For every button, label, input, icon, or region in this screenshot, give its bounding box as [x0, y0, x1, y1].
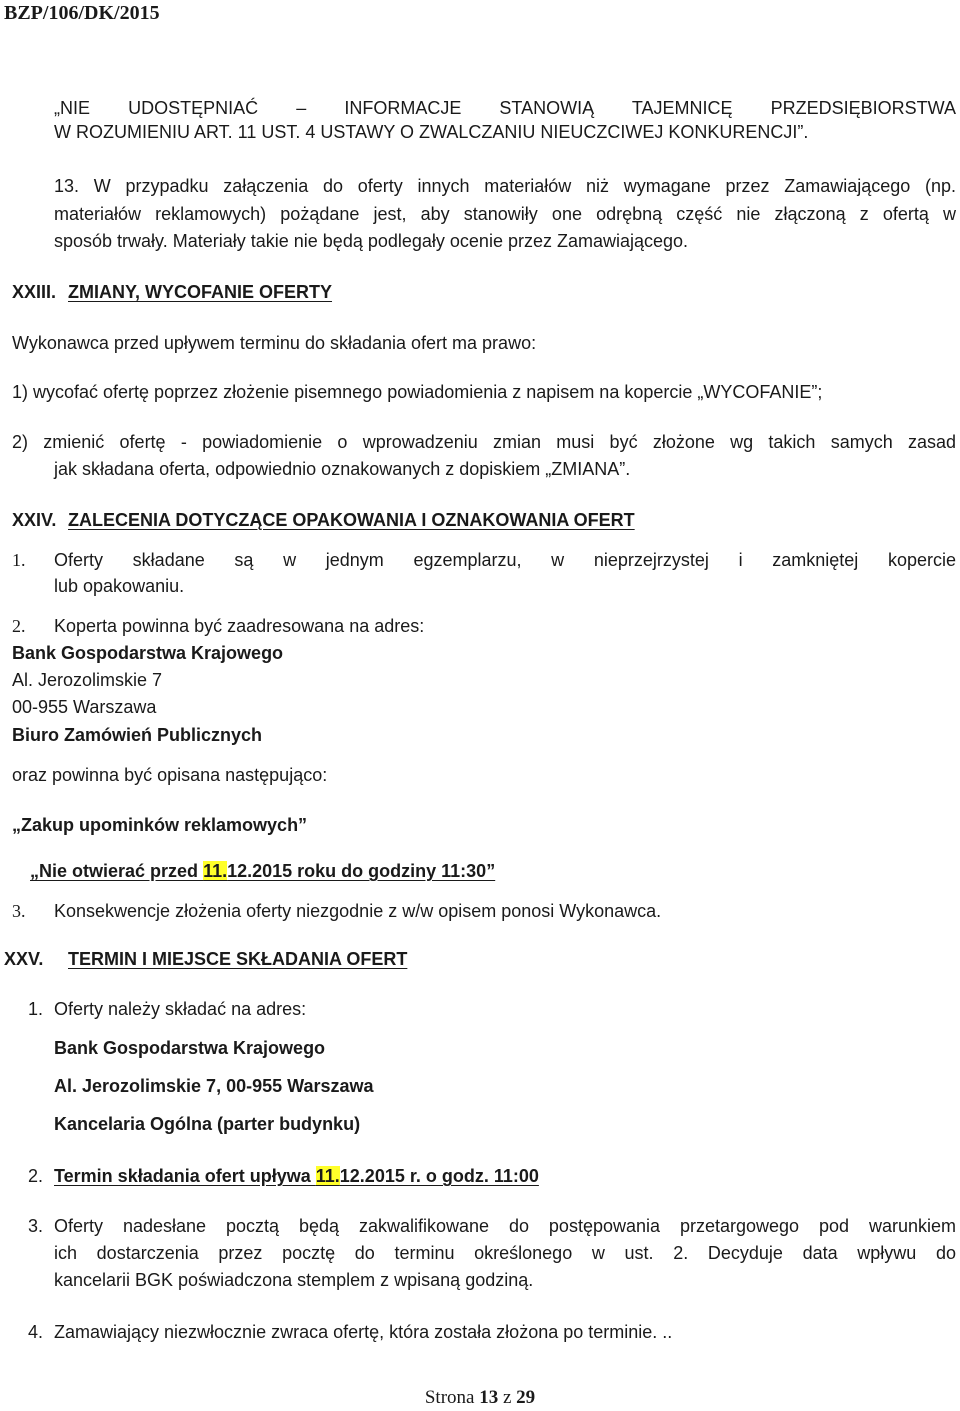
item13-line-3b: Materiały takie nie będą podlegały ocenie przez Zamawiającego.	[172, 231, 689, 251]
total-pages: 29	[516, 1387, 536, 1408]
section-23-item-1: 1) wycofać ofertę poprzez złożenie pisemnego powiadomienia z napisem na kopercie „WYCOFANIE”;	[12, 382, 823, 402]
deadline-text: Termin składania ofert upływa	[54, 1166, 316, 1186]
do-not-open-text: „Nie otwierać przed	[30, 861, 204, 881]
section-24-item-1-number: 1.	[12, 550, 26, 570]
section-23-numeral: XXIII.	[12, 282, 57, 302]
section-25-item-3-line-3: kancelarii BGK poświadczona stemplem z wpisaną godziną.	[54, 1270, 534, 1290]
section-25-item-4-text: Zamawiający niezwłocznie zwraca ofertę, która została złożona po terminie. ..	[54, 1322, 673, 1342]
section-23-item-2-line-2: jak składana oferta, odpowiednio oznakowanych z dopiskiem „ZMIANA”.	[54, 459, 631, 479]
deadline-date: 12.2015 r. o godz. 11:00	[339, 1166, 539, 1186]
section-25-item-3-number: 3.	[28, 1216, 44, 1236]
highlighted-deadline-day: 11.	[315, 1166, 340, 1186]
item13-line-3a: sposób trwały.	[54, 231, 168, 251]
section-24-item-2-text: Koperta powinna być zaadresowana na adres:	[54, 616, 425, 636]
section-24-numeral: XXIV.	[12, 510, 57, 530]
address-street: Al. Jerozolimskie 7	[12, 670, 163, 690]
section-23-title: ZMIANY, WYCOFANIE OFERTY	[68, 282, 333, 302]
item13-line-2: materiałów reklamowych) pożądane jest, aby stanowiły one odrębną część nie złączoną z ofertą w	[54, 204, 956, 224]
section-24-item-3-text: Konsekwencje złożenia oferty niezgodnie z w/w opisem ponosi Wykonawca.	[54, 901, 662, 921]
section-25-item-3-line-1: Oferty nadesłane pocztą będą zakwalifikowane do postępowania przetargowego pod warunkiem	[54, 1216, 956, 1236]
section-25-numeral: XXV.	[4, 949, 44, 969]
submission-deadline	[54, 1164, 539, 1188]
item13-line-1: 13. W przypadku załączenia do oferty innych materiałów niż wymagane przez Zamawiającego (np.	[54, 176, 956, 196]
section-23-intro: Wykonawca przed upływem terminu do składania ofert ma prawo:	[12, 333, 537, 353]
document-id-header: BZP/106/DK/2015	[4, 2, 160, 24]
address-department: Biuro Zamówień Publicznych	[12, 725, 263, 745]
highlighted-date: 11.	[203, 861, 228, 881]
notice-line-2: W ROZUMIENIU ART. 11 UST. 4 USTAWY O ZWALCZANIU NIEUCZCIWEJ KONKURENCJI”.	[54, 122, 809, 142]
section-25-item-4-number: 4.	[28, 1322, 44, 1342]
office-bank-name: Bank Gospodarstwa Krajowego	[54, 1038, 326, 1058]
section-24-item-1-line-1: Oferty składane są w jednym egzemplarzu, w nieprzejrzystej i zamkniętej kopercie	[54, 550, 956, 570]
address-bank-name: Bank Gospodarstwa Krajowego	[12, 643, 284, 663]
page-separator: z	[498, 1387, 517, 1408]
section-24-title: ZALECENIA DOTYCZĄCE OPAKOWANIA I OZNAKOWANIA OFERT	[68, 510, 635, 530]
office-chancellery: Kancelaria Ogólna (parter budynku)	[54, 1114, 361, 1134]
page-label: Strona	[424, 1387, 480, 1408]
current-page: 13	[479, 1387, 499, 1408]
envelope-label-do-not-open	[30, 859, 495, 883]
description-intro: oraz powinna być opisana następująco:	[12, 765, 328, 785]
section-25-title: TERMIN I MIEJSCE SKŁADANIA OFERT	[68, 949, 408, 969]
page-number-footer	[0, 1385, 960, 1411]
section-24-item-1-line-2: lub opakowaniu.	[54, 576, 185, 596]
item13-line-3	[54, 229, 688, 253]
address-city: 00-955 Warszawa	[12, 697, 157, 717]
office-street-city: Al. Jerozolimskie 7, 00-955 Warszawa	[54, 1076, 374, 1096]
notice-line-1: „NIE UDOSTĘPNIAĆ – INFORMACJE STANOWIĄ TAJEMNICĘ PRZEDSIĘBIORSTWA	[54, 98, 956, 118]
section-24-item-2-number: 2.	[12, 616, 26, 636]
section-25-item-3-line-2: ich dostarczenia przez pocztę do terminu określonego w ust. 2. Decyduje data wpływu do	[54, 1243, 956, 1263]
do-not-open-date: 12.2015 roku do godziny 11:30”	[227, 861, 496, 881]
section-25-item-1-text: Oferty należy składać na adres:	[54, 999, 307, 1019]
section-25-item-2-number: 2.	[28, 1166, 44, 1186]
section-23-item-2-line-1: 2) zmienić ofertę - powiadomienie o wprowadzeniu zmian musi być złożone wg takich samych zasad	[12, 432, 956, 452]
section-25-item-1-number: 1.	[28, 999, 44, 1019]
section-24-item-3-number: 3.	[12, 901, 26, 921]
envelope-label-title: „Zakup upominków reklamowych”	[12, 815, 308, 835]
